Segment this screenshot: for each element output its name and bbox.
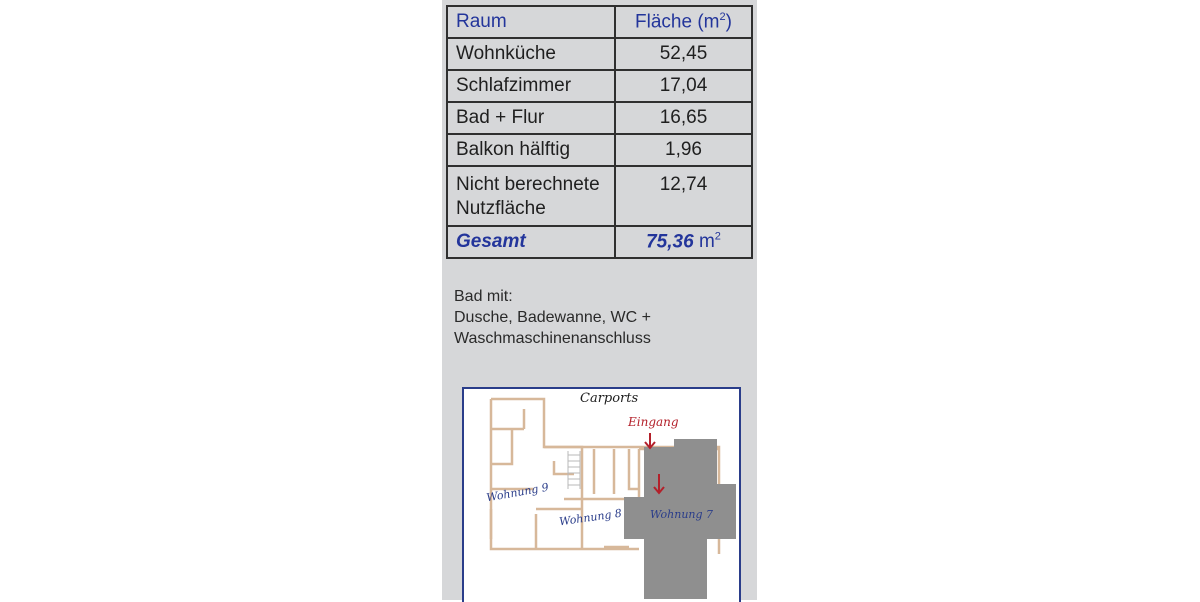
header-area-close: ) <box>725 11 732 33</box>
table-header-row <box>447 6 752 38</box>
room-area: 16,65 <box>615 102 752 134</box>
table-row <box>447 38 752 70</box>
header-area-text: Fläche (m <box>635 11 720 33</box>
room-area: 17,04 <box>615 70 752 102</box>
table-total-row <box>447 226 752 258</box>
total-value: 75,36 <box>646 231 694 253</box>
room-area: 52,45 <box>615 38 752 70</box>
room-area: 1,96 <box>615 134 752 166</box>
room-name: Nicht berechnete Nutzfläche <box>447 166 615 226</box>
room-area: 12,74 <box>615 166 752 226</box>
total-label: Gesamt <box>447 226 615 258</box>
label-unit-9: Wohnung 9 <box>485 480 550 505</box>
table-row <box>447 134 752 166</box>
label-carports: Carports <box>580 391 639 406</box>
info-panel <box>442 0 757 600</box>
table-row <box>447 70 752 102</box>
note-line: Bad mit: <box>454 288 513 305</box>
table-row <box>447 102 752 134</box>
bathroom-note <box>454 286 744 349</box>
floorplan <box>462 387 741 602</box>
room-name: Schlafzimmer <box>447 70 615 102</box>
total-unit <box>699 231 721 252</box>
note-line: Dusche, Badewanne, WC + <box>454 309 651 326</box>
room-name: Balkon hälftig <box>447 134 615 166</box>
note-line: Waschmaschinenanschluss <box>454 330 651 347</box>
header-room: Raum <box>447 6 615 38</box>
header-area-sup: 2 <box>719 10 726 23</box>
room-name: Bad + Flur <box>447 102 615 134</box>
table-row <box>447 166 752 226</box>
area-table <box>446 5 753 259</box>
total-unit-text: m <box>698 231 715 253</box>
room-name: Wohnküche <box>447 38 615 70</box>
label-unit-7: Wohnung 7 <box>650 508 714 521</box>
header-area <box>615 6 752 38</box>
label-entrance: Eingang <box>628 415 679 429</box>
total-unit-sup: 2 <box>714 230 721 243</box>
total-value-cell <box>615 226 752 258</box>
label-unit-8: Wohnung 8 <box>558 506 623 529</box>
